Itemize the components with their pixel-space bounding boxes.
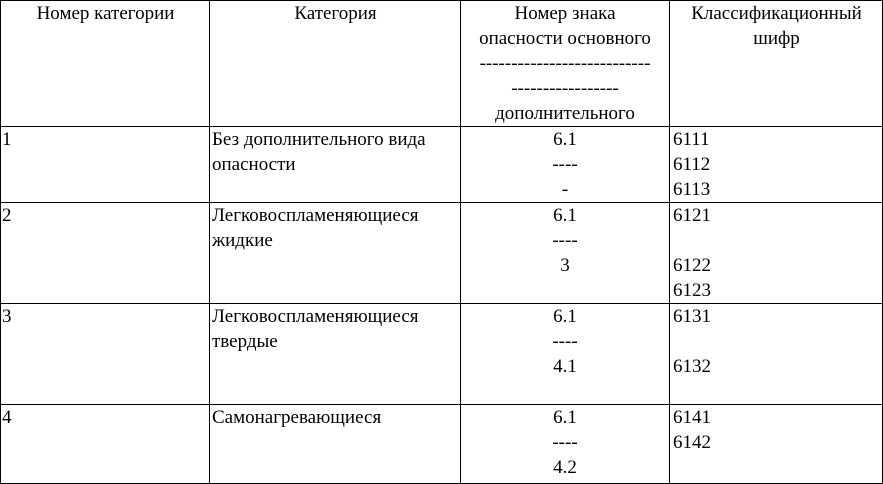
classification-code: 6123: [673, 280, 711, 301]
classification-code-cell: [670, 127, 883, 203]
classification-code: 6122: [673, 255, 711, 276]
secondary-sign: -: [561, 179, 569, 200]
category-number-cell: [1, 405, 210, 484]
category-name: Без дополнительного вида опасности: [212, 129, 426, 175]
header-hazard-sign-number: [461, 1, 670, 127]
category-number: 1: [2, 129, 12, 150]
table-row: [1, 127, 883, 203]
hazard-sign-cell: [461, 203, 670, 304]
hazard-sign-cell: [461, 127, 670, 203]
classification-code: 6132: [673, 356, 711, 377]
header-sign-line: -----------------: [511, 78, 619, 99]
category-cell: [210, 203, 461, 304]
secondary-sign: 3: [560, 255, 570, 276]
category-number-cell: [1, 127, 210, 203]
classification-code: 6111: [673, 129, 710, 150]
classification-code-cell: [670, 405, 883, 484]
classification-code-blank: [673, 228, 882, 253]
category-number-cell: [1, 203, 210, 304]
header-sign-line: опасности основного: [479, 28, 651, 49]
category-number: 2: [2, 205, 12, 226]
table-row: [1, 405, 883, 484]
secondary-sign: 4.2: [553, 457, 577, 478]
category-cell: [210, 304, 461, 405]
header-category-number: [1, 1, 210, 127]
header-sign-line: Номер знака: [514, 3, 616, 24]
hazard-sign-cell: [461, 304, 670, 405]
header-code-line: Классификационный: [691, 3, 862, 24]
classification-code: 6142: [673, 432, 711, 453]
header-category-text: Категория: [294, 3, 377, 24]
header-classification-code: [670, 1, 883, 127]
sign-separator: ----: [552, 331, 578, 352]
sign-separator: ----: [552, 432, 578, 453]
category-name: Самонагревающиеся: [212, 407, 382, 428]
classification-code-cell: [670, 304, 883, 405]
header-code-line: шифр: [753, 28, 800, 49]
header-category-number-text: Номер категории: [36, 3, 175, 24]
primary-sign: 6.1: [553, 407, 577, 428]
category-cell: [210, 405, 461, 484]
primary-sign: 6.1: [553, 129, 577, 150]
primary-sign: 6.1: [553, 306, 577, 327]
classification-code-cell: [670, 203, 883, 304]
header-sign-line: ---------------------------: [479, 53, 651, 74]
category-cell: [210, 127, 461, 203]
category-name: Легковоспламеняющиеся жидкие: [212, 205, 419, 251]
primary-sign: 6.1: [553, 205, 577, 226]
classification-code: 6131: [673, 306, 711, 327]
sign-separator: ----: [552, 154, 578, 175]
header-sign-line: дополнительного: [495, 103, 635, 124]
table-row: [1, 203, 883, 304]
classification-code: 6141: [673, 407, 711, 428]
hazard-sign-cell: [461, 405, 670, 484]
category-name: Легковоспламеняющиеся твердые: [212, 306, 419, 352]
category-number: 3: [2, 306, 12, 327]
classification-code-blank: [673, 329, 882, 354]
header-category: [210, 1, 461, 127]
table-row: [1, 304, 883, 405]
category-number-cell: [1, 304, 210, 405]
sign-separator: ----: [552, 230, 578, 251]
classification-code: 6112: [673, 154, 711, 175]
header-row: [1, 1, 883, 127]
secondary-sign: 4.1: [553, 356, 577, 377]
classification-code: 6113: [673, 179, 711, 200]
category-number: 4: [2, 407, 12, 428]
classification-code: 6121: [673, 205, 711, 226]
